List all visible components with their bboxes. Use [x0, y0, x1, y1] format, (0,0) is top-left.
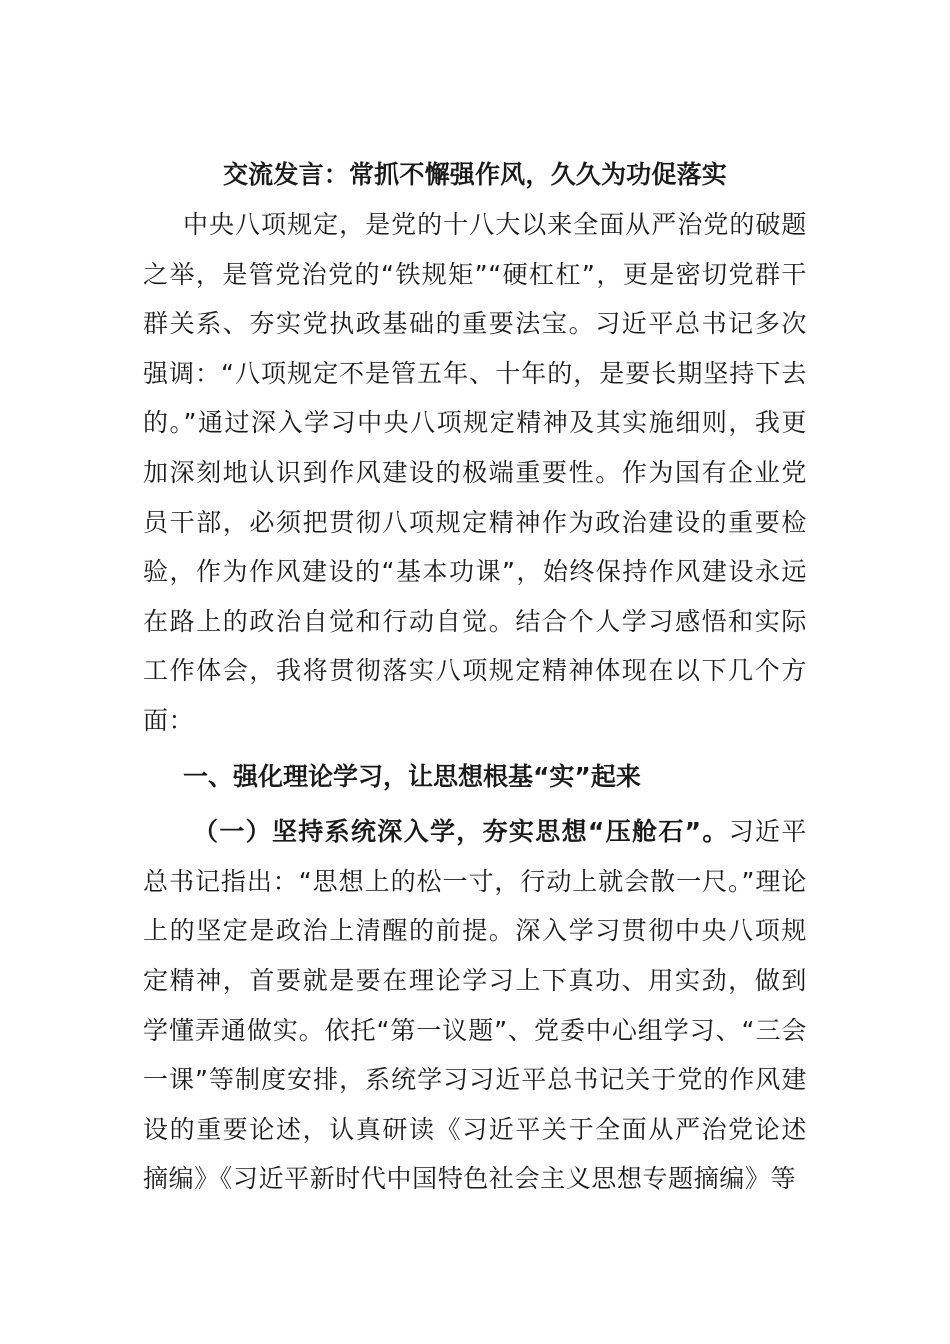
- subsection-body: 习近平总书记指出：“思想上的松一寸，行动上就会散一尺。”理论上的坚定是政治上清醒的前提。深入学习贯彻中央八项规定精神，首要就是要在理论学习上下真功、用实劲，做到学懂弄通做实。依托“第一议题”、党委中心组学习、“三会一课”等制度安排，系统学习习近平总书记关于党的作风建设的重要论述，认真研读《习近平关于全面从严治党论述摘编》《习近平新时代中国特色社会主义思想专题摘编》等: [143, 817, 807, 1194]
- subsection-paragraph: [143, 807, 807, 1204]
- section-heading: 一、强化理论学习，让思想根基“实”起来: [183, 761, 641, 791]
- document-title: 交流发言：常抓不懈强作风，久久为功促落实: [222, 160, 727, 189]
- document-page: [143, 150, 807, 1204]
- intro-paragraph: 中央八项规定，是党的十八大以来全面从严治党的破题之举，是管党治党的“铁规矩”“硬杠杠”，更是密切党群干群关系、夯实党执政基础的重要法宝。习近平总书记多次强调：“八项规定不是管五年、十年的，是要长期坚持下去的。”通过深入学习中央八项规定精神及其实施细则，我更加深刻地认识到作风建设的极端重要性。作为国有企业党员干部，必须把贯彻八项规定精神作为政治建设的重要检验，作为作风建设的“基本功课”，始终保持作风建设永远在路上的政治自觉和行动自觉。结合个人学习感悟和实际工作体会，我将贯彻落实八项规定精神体现在以下几个方面：: [143, 210, 807, 735]
- subsection-lead: （一）坚持系统深入学，夯实思想“压舱石”。: [193, 817, 729, 847]
